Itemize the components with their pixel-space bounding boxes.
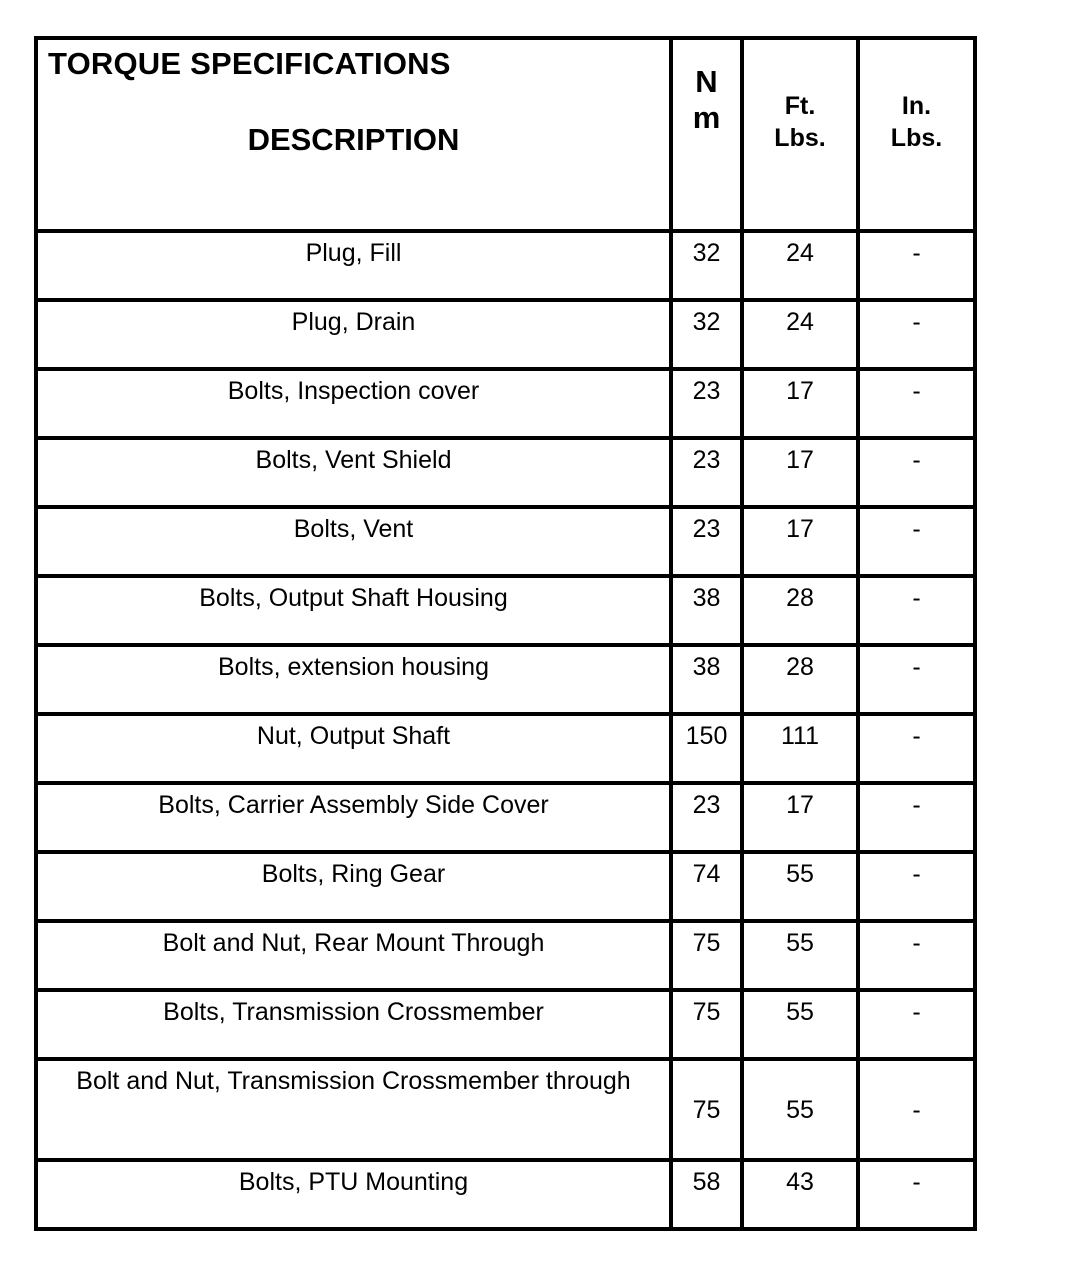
nm-header-line2: m (692, 100, 721, 135)
nm-cell: 38 (671, 645, 742, 714)
ft-lbs-cell: 17 (742, 507, 858, 576)
description-cell: Plug, Drain (36, 300, 671, 369)
nm-cell: 75 (671, 921, 742, 990)
ft-lbs-cell: 111 (742, 714, 858, 783)
description-cell: Bolts, Inspection cover (36, 369, 671, 438)
ft-lbs-header-line1: Ft. (784, 92, 816, 120)
in-lbs-cell: - (858, 921, 975, 990)
in-lbs-cell: - (858, 1160, 975, 1229)
nm-cell: 150 (671, 714, 742, 783)
ft-lbs-cell: 17 (742, 369, 858, 438)
ft-lbs-cell: 55 (742, 921, 858, 990)
description-header-cell (36, 38, 671, 231)
table-row (36, 852, 975, 921)
ft-lbs-cell: 28 (742, 645, 858, 714)
description-cell: Plug, Fill (36, 231, 671, 300)
in-lbs-cell: - (858, 576, 975, 645)
ft-lbs-cell: 28 (742, 576, 858, 645)
table-header-row (36, 38, 975, 231)
ft-lbs-cell: 17 (742, 438, 858, 507)
nm-column-header (671, 38, 742, 231)
table-row (36, 369, 975, 438)
ft-lbs-cell: 55 (742, 852, 858, 921)
in-lbs-cell: - (858, 231, 975, 300)
torque-specifications-table (34, 36, 977, 1231)
table-row (36, 576, 975, 645)
ft-lbs-cell: 24 (742, 231, 858, 300)
nm-cell: 23 (671, 438, 742, 507)
table-row (36, 921, 975, 990)
in-lbs-cell: - (858, 1059, 975, 1160)
nm-cell: 74 (671, 852, 742, 921)
nm-cell: 75 (671, 990, 742, 1059)
in-lbs-cell: - (858, 645, 975, 714)
in-lbs-cell: - (858, 714, 975, 783)
table-row (36, 300, 975, 369)
nm-cell: 75 (671, 1059, 742, 1160)
description-cell: Bolts, Vent (36, 507, 671, 576)
table-title: TORQUE SPECIFICATIONS (48, 46, 451, 81)
description-cell: Nut, Output Shaft (36, 714, 671, 783)
description-cell: Bolts, Output Shaft Housing (36, 576, 671, 645)
ft-lbs-header-line2: Lbs. (774, 124, 826, 152)
ft-lbs-cell: 55 (742, 990, 858, 1059)
nm-cell: 23 (671, 507, 742, 576)
table-row (36, 507, 975, 576)
nm-cell: 23 (671, 783, 742, 852)
in-lbs-cell: - (858, 852, 975, 921)
description-cell: Bolt and Nut, Rear Mount Through (36, 921, 671, 990)
description-cell: Bolts, Ring Gear (36, 852, 671, 921)
in-lbs-header-line1: In. (901, 92, 932, 120)
in-lbs-cell: - (858, 507, 975, 576)
table-row (36, 714, 975, 783)
in-lbs-cell: - (858, 438, 975, 507)
ft-lbs-cell: 55 (742, 1059, 858, 1160)
table-row (36, 231, 975, 300)
in-lbs-cell: - (858, 300, 975, 369)
nm-cell: 38 (671, 576, 742, 645)
nm-cell: 32 (671, 300, 742, 369)
table-row (36, 438, 975, 507)
in-lbs-cell: - (858, 990, 975, 1059)
ft-lbs-column-header (742, 38, 858, 231)
in-lbs-cell: - (858, 783, 975, 852)
description-cell: Bolts, Vent Shield (36, 438, 671, 507)
nm-cell: 23 (671, 369, 742, 438)
nm-cell: 58 (671, 1160, 742, 1229)
nm-header-line1: N (695, 64, 718, 99)
description-cell: Bolts, Transmission Crossmember (36, 990, 671, 1059)
ft-lbs-cell: 17 (742, 783, 858, 852)
nm-cell: 32 (671, 231, 742, 300)
ft-lbs-cell: 43 (742, 1160, 858, 1229)
description-cell: Bolts, PTU Mounting (36, 1160, 671, 1229)
table-row (36, 1059, 975, 1160)
description-cell: Bolts, extension housing (36, 645, 671, 714)
table-row (36, 783, 975, 852)
in-lbs-column-header (858, 38, 975, 231)
description-column-header: DESCRIPTION (247, 122, 460, 157)
in-lbs-header-line2: Lbs. (890, 124, 943, 152)
in-lbs-cell: - (858, 369, 975, 438)
description-cell: Bolts, Carrier Assembly Side Cover (36, 783, 671, 852)
description-cell: Bolt and Nut, Transmission Crossmember through (36, 1059, 671, 1160)
ft-lbs-cell: 24 (742, 300, 858, 369)
table-row (36, 645, 975, 714)
table-row (36, 990, 975, 1059)
table-row (36, 1160, 975, 1229)
